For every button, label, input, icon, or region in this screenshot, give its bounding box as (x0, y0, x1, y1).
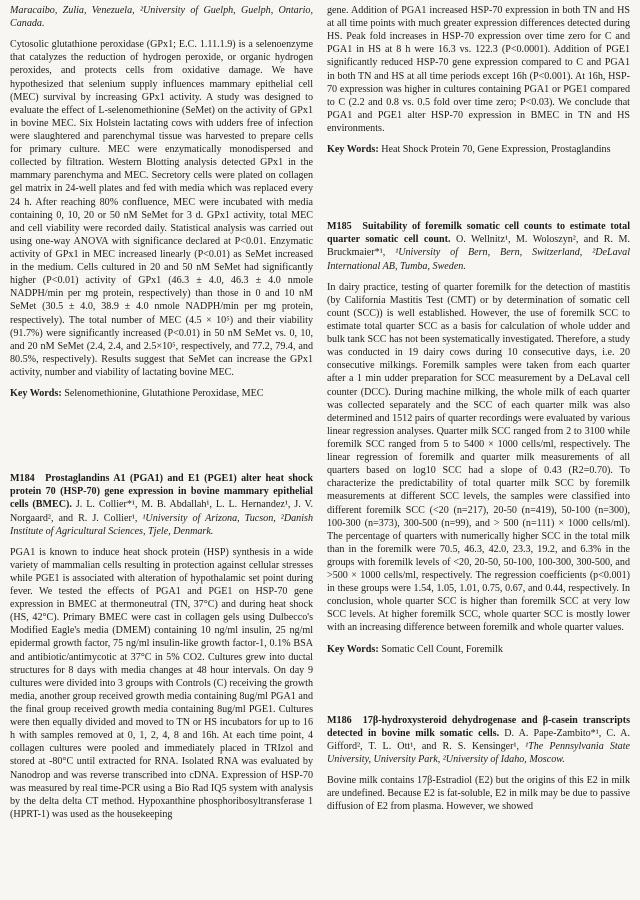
m185-keywords (327, 643, 630, 656)
column-gap (327, 164, 630, 220)
keywords-text: Somatic Cell Count, Foremilk (381, 643, 503, 655)
abstract-title: Suitability of foremilk somatic cell counts to estimate total quarter somatic cell count. (327, 221, 630, 246)
m184-keywords (327, 143, 630, 156)
m185-abstract-body: In dairy practice, testing of quarter foremilk for the detection of mastitis (by California Mastitis Test (CMT) or by determination of somatic cell count (SCC)) is well established. However, the use of foremilk SCC to estimate total quarter SCC as a basis for calculation of whole udder and bulk tank SCC has not been systematically investigated. Therefore, a study was conducted in 19 dairy cows during 10 consecutive days, i.e. 20 consecutive milkings. Foremilk samples were taken from each quarter after a 1 min udder preparation for SCC measurement by a DeLaval cell counter (DCC). During machine milking, the whole milk of each quarter was collected separately and the SCC of each quarter milk was also determined and 1512 pairs of quarter recordings were evaluated by various linear regression analyses. Quarter milk SCC ranged from 2 to 3100 while foremilk SCC ranged from 5 to 5400 × 1000 cells/ml, respectively. The linear regression of foremilk and quarter milk measurements of all quarters based on log10 SCC had a slope of 0.43 (R2=0.70). To characterize the predictability of total quarter milk SCC by foremilk measurements at different SCC levels, the samples were classified into different foremilk SCC (<20 (n=217), 20-50 (n=419), 50-100 (n=300), 100-300 (n=373), 300-500 (n=99), and > 500 (n=111) × 1000 cells/ml). The percentage of quarters with numerically higher SCC in the total milk than in the foremilk were 70.5, 46.3, 42.0, 23.3, 19.2, and 6.3% in the groups with foremilk levels of <20, 20-50, 50-100, 100-300, 300-500, and >500 × 1000 cells/ml, respectively. The regression coefficients (p<0.001) in these groups were 1.54, 1.05, 1.01, 0.75, 0.67, and 0.44, respectively. In conclusion, whole quarter SCC is higher than foremilk SCC at very low SCC levels. At higher foremilk SCC, whole quarter SCC is mostly lower with an increasing difference between foremilk and whole quarter values. (327, 281, 630, 634)
keywords-label: Key Words: (327, 643, 379, 655)
m183-keywords (10, 387, 313, 400)
abstract-affiliation: ¹University of Bern, Bern, Switzerland, ²DeLaval International AB, Tumba, Sweden. (327, 247, 630, 272)
column-gap (327, 664, 630, 714)
abstract-authors: O. Wellnitz¹, M. Woloszyn², and R. M. Bruckmaier*¹, (327, 234, 630, 259)
m184-heading (10, 472, 313, 538)
right-column (327, 4, 630, 900)
keywords-label: Key Words: (327, 144, 379, 156)
abstract-number: M186 (327, 714, 352, 726)
m186-heading (327, 714, 630, 766)
continued-affiliation: Maracaibo, Zulia, Venezuela, ²University of Guelph, Guelph, Ontario, Canada. (10, 5, 313, 30)
keywords-label: Key Words: (10, 388, 62, 400)
abstract-affiliation: ¹University of Arizona, Tucson, ²Danish Institute of Agricultural Sciences, Tjele, Denmark. (10, 512, 313, 537)
m184-abstract-continued: gene. Addition of PGA1 increased HSP-70 expression in both TN and HS at all time points with much greater expression differences detected during HS. Peak fold increases in HSP-70 expression over time zero for C and PGA1 in HS at 8 h were 16.3 vs. 122.3 (P<0.0001). Addition of PGE1 significantly reduced HSP-70 gene expression compared to C and PGA1 in both TN and HS at all time periods except 16h (P<0.001). At 16h, HSP-70 expression was higher in cultures containing PGA1 or PGE1 compared to C (2.2 and 0.8 vs. 0.5 fold over time zero; P<0.03). We conclude that PGA1 and PGE1 alter HSP-70 expression in BMEC in TN and HS environments. (327, 5, 630, 134)
abstract-affiliation: ¹The Pennsylvania State University, University Park, ²University of Idaho, Moscow. (327, 740, 630, 766)
abstract-title: Prostaglandins A1 (PGA1) and E1 (PGE1) alter heat shock protein 70 (HSP-70) gene expression in bovine mammary epithelial cells (BMEC). (10, 473, 313, 511)
abstract-authors: D. A. Pape-Zambito*¹, C. A. Gifford², T. L. Ott¹, and R. S. Kensinger¹, (327, 727, 630, 752)
abstract-number: M184 (10, 473, 35, 485)
abstract-title: 17β-hydroxysteroid dehydrogenase and β-casein transcripts detected in bovine milk somatic cells. (327, 714, 630, 739)
m185-heading (327, 220, 630, 272)
keywords-text: Selenomethionine, Glutathione Peroxidase, MEC (64, 388, 264, 400)
keywords-text: Heat Shock Protein 70, Gene Expression, Prostaglandins (381, 144, 611, 156)
m186-abstract-body: Bovine milk contains 17β-Estradiol (E2) but the origins of this E2 in milk are undefined. Because E2 is fat-soluble, E2 in milk may be due to passive diffusion of E2 from plasma. However, we showed (327, 775, 630, 813)
left-column (10, 4, 313, 900)
m184-abstract-body: PGA1 is known to induce heat shock protein (HSP) synthesis in a wide variety of mammalian cells resulting in protection against cellular stresses while PGE1 is associated with alteration of hypothalamic set point during fever. We tested the effects of PGA1 and PGE1 on HSP-70 gene expression in BMEC at thermoneutral (TN, 37°C) and during heat shock (HS, 42°C). Primary BMEC were cast in collagen gels using Dulbecco's Modified Eagle's media (DMEM) containing 10 ng/ml insulin, 25 ng/ml epidermal growth factor, 75 ng/ml insulin-like growth factor-1, 0.1% BSA and antibiotic/antimycotic at 37°C in 5% CO2. Cultures grew into ductal structures for 8 days with media changes at 48 hour intervals. On day 9 cultures were divided into 3 groups with Controls (C) receiving the growth media, another group received growth media containing 8ug/ml PGA1 and the final group received growth media containing 8ug/ml PGE1. Cultures were then equally divided and moved to TN or HS incubators for up to 16 h with samples removed at 0, 1, 2, 4, 8 and 16h. At each time point, 4 collagen cultures were pooled and immediately placed in TRIzol and stored at -80°C until extracted for RNA. Isolated RNA was evaluated by Nanodrop and was reverse transcribed into cDNA. Expression of HSP-70 was measured by real time-PCR using a Bio Rad IQ5 system with analysis by the delta delta CT method. Hypoxanthine phosphoribosyltransferase 1 (HPRT-1) was used as the housekeeping (10, 546, 313, 820)
column-gap (10, 408, 313, 472)
abstract-number: M185 (327, 221, 352, 233)
abstract-authors: J. L. Collier*¹, M. B. Abdallah¹, L. L. Hernandez¹, J. V. Norgaard², and R. J. Collier¹, (10, 499, 313, 524)
m183-abstract-body: Cytosolic glutathione peroxidase (GPx1; E.C. 1.11.1.9) is a selenoenzyme that catalyzes the reduction of hydrogen peroxide, or organic hydrogen peroxides, and protects cells from oxidative damage. We have hypothesized that selenium supply influences mammary epithelial cell (MEC) survival by increasing GPx1 activity. A study was designed to evaluate the effect of L-selenomethionine (SeMet) on the activity of GPx1 in bovine MEC. Six Holstein lactating cows with udders free of infection were slaughtered and parenchymal tissue was harvested to prepare cells for primary culture. MEC were enzymatically monodispersed and collected by filtration. Western Blotting analysis detected GPx1 in the mammary parenchyma and MEC. Secretory cells were plated on collagen gel matrix in 24-well plates and fed with media which was replaced every 24 h. After reaching 80% confluence, MEC were incubated with media containing 0, 10, 20 or 50 nM SeMet for 3 d. GPx1 activity, total MEC and cell viability were recorded daily. Statistical analysis was carried out using one-way ANOVA with significance declared at P<0.01. Enzymatic activity of GPx1 in MEC increased linearly (P<0.01) as SeMet increased in the medium. Cells cultured in 20 and 50 nM SeMet had significantly higher (P<0.01) activity of GPx1 (46.3 ± 4.0, 46.3 ± 4.0 nmole NADPH/min per mg protein, respectively) than those in 0 and 10 nM SeMet (30.5 ± 4.0, 38.9 ± 4.0 nmole NADPH/min per mg protein, respectively). The total number of MEC (4.5 × 10⁵) and their viability (91.7%) were significantly increased (P<0.01) in 50 nM SeMet vs. 0, 10, and 20 nM SeMet (2.4, 2.4, and 2.5×10⁵, respectively, and 77.2, 79.4, and 80.5%, respectively). Results suggest that SeMet can increase the GPx1 activity, number and viability of lactating bovine MEC. (10, 39, 313, 378)
